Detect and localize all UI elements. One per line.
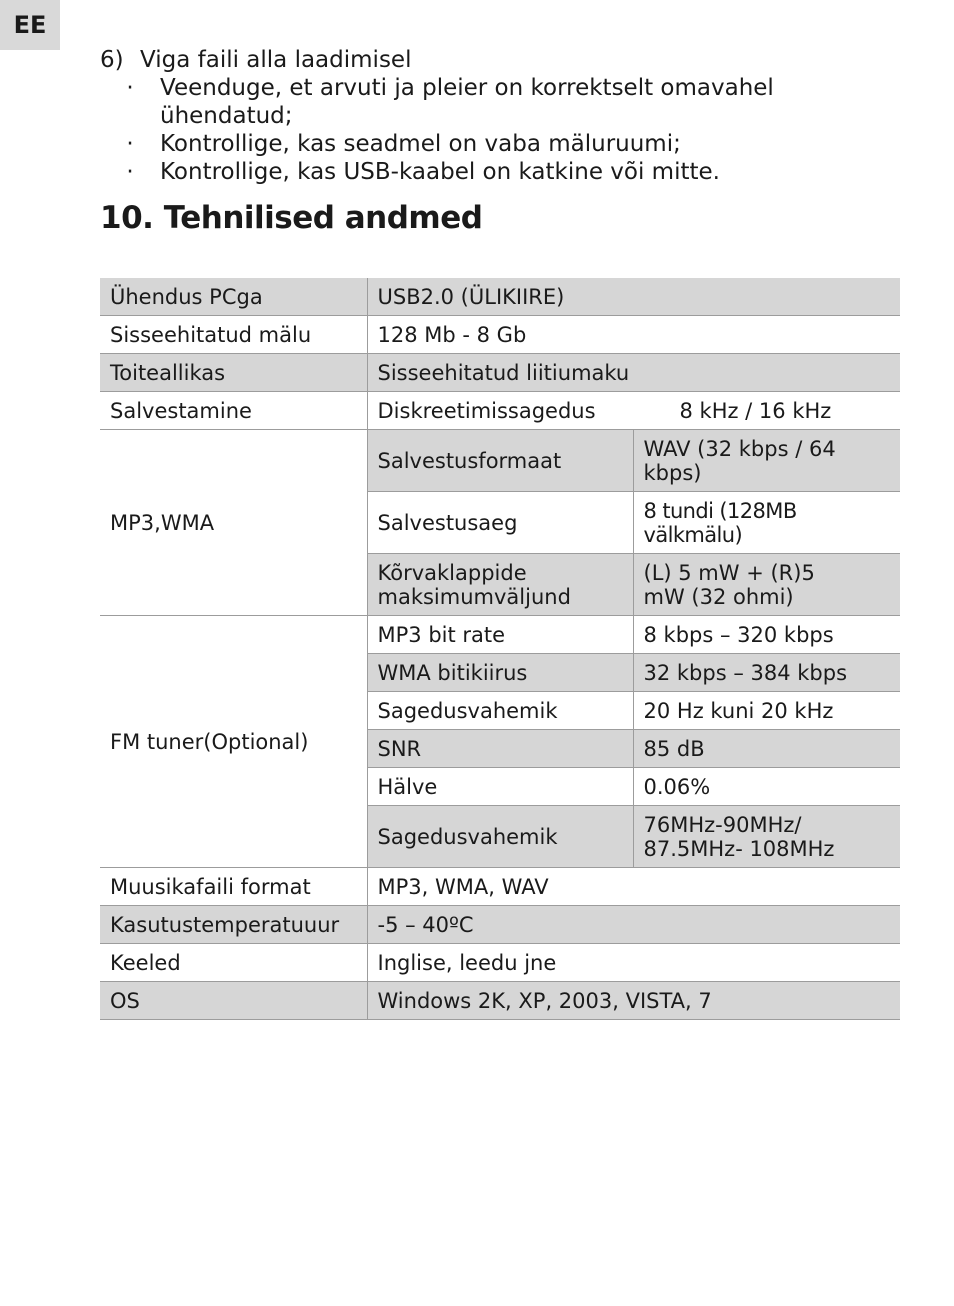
troubleshoot-bullet-item — [100, 74, 903, 130]
spec-sub-label — [367, 554, 633, 616]
spec-sub-label: Sagedusvahemik — [367, 806, 633, 868]
troubleshoot-section — [100, 46, 903, 186]
spec-label: Muusikafaili format — [100, 868, 367, 906]
bullet-icon: · — [126, 159, 134, 185]
spec-sub-value: 0.06% — [633, 768, 900, 806]
bullet-text: Veenduge, et arvuti ja pleier on korrektselt omavahel — [160, 75, 774, 101]
spec-label: OS — [100, 982, 367, 1020]
spec-row-recording — [100, 392, 900, 430]
spec-sub-label: Sagedusvahemik — [367, 692, 633, 730]
spec-sub-label-line: Kõrvaklappide — [377, 561, 527, 585]
bullet-icon: · — [126, 75, 134, 101]
spec-sub-value: 20 Hz kuni 20 kHz — [633, 692, 900, 730]
bullet-text-continued: ühendatud; — [160, 103, 293, 129]
spec-sub-label: MP3 bit rate — [367, 616, 633, 654]
specs-table — [100, 278, 900, 1020]
spec-sub-value: WAV (32 kbps / 64 kbps) — [633, 430, 900, 492]
spec-row-power — [100, 354, 900, 392]
spec-row-mp3 — [100, 430, 900, 492]
spec-row-memory — [100, 316, 900, 354]
spec-sub-label: WMA bitikiirus — [367, 654, 633, 692]
spec-sub-value: 8 tundi (128MB välkmälu) — [633, 492, 900, 554]
bullet-icon: · — [126, 131, 134, 157]
spec-sub-label: Salvestusaeg — [367, 492, 633, 554]
language-tab: EE — [0, 0, 60, 50]
troubleshoot-heading-text: Viga faili alla laadimisel — [140, 47, 412, 73]
spec-value: Inglise, leedu jne — [367, 944, 900, 982]
section-title: 10. Tehnilised andmed — [100, 200, 483, 236]
spec-sub-value: 32 kbps – 384 kbps — [633, 654, 900, 692]
bullet-text: Kontrollige, kas USB-kaabel on katkine või mitte. — [160, 159, 720, 185]
spec-row-temperature — [100, 906, 900, 944]
spec-value: Windows 2K, XP, 2003, VISTA, 7 — [367, 982, 900, 1020]
spec-row-format — [100, 868, 900, 906]
bullet-text: Kontrollige, kas seadmel on vaba mäluruumi; — [160, 131, 681, 157]
spec-sub-value-line: 87.5MHz- 108MHz — [643, 837, 835, 861]
spec-value: MP3, WMA, WAV — [367, 868, 900, 906]
spec-value: Sisseehitatud liitiumaku — [367, 354, 900, 392]
spec-sub-value: 85 dB — [633, 730, 900, 768]
spec-sub-value-line: (L) 5 mW + (R)5 — [643, 561, 815, 585]
spec-group-label: FM tuner(Optional) — [100, 616, 367, 868]
spec-row-usb — [100, 278, 900, 316]
troubleshoot-bullet-item — [100, 158, 903, 186]
spec-sub-value — [633, 806, 900, 868]
spec-sub-value: 8 kbps – 320 kbps — [633, 616, 900, 654]
spec-value — [367, 392, 900, 430]
troubleshoot-number: 6) — [100, 47, 124, 73]
spec-sub-value: 8 kHz / 16 kHz — [679, 399, 832, 423]
spec-sub-value-line: 76MHz-90MHz/ — [643, 813, 802, 837]
spec-row-os — [100, 982, 900, 1020]
spec-value: 128 Mb - 8 Gb — [367, 316, 900, 354]
spec-sub-value-line: mW (32 ohmi) — [643, 585, 794, 609]
spec-label: Keeled — [100, 944, 367, 982]
spec-value: -5 – 40ºC — [367, 906, 900, 944]
spec-label: Kasutustemperatuuur — [100, 906, 367, 944]
troubleshoot-bullet-item — [100, 130, 903, 158]
spec-label: Toiteallikas — [100, 354, 367, 392]
spec-sub-label: Hälve — [367, 768, 633, 806]
spec-label: Sisseehitatud mälu — [100, 316, 367, 354]
spec-sub-label: Diskreetimissagedus — [377, 399, 596, 423]
spec-row-fm — [100, 616, 900, 654]
spec-sub-value — [633, 554, 900, 616]
spec-row-languages — [100, 944, 900, 982]
spec-sub-label-line: maksimumväljund — [377, 585, 571, 609]
spec-sub-label: Salvestusformaat — [367, 430, 633, 492]
spec-group-label: MP3,WMA — [100, 430, 367, 616]
spec-label: Ühendus PCga — [100, 278, 367, 316]
troubleshoot-heading — [100, 46, 903, 74]
spec-sub-label: SNR — [367, 730, 633, 768]
spec-value: USB2.0 (ÜLIKIIRE) — [367, 278, 900, 316]
spec-label: Salvestamine — [100, 392, 367, 430]
